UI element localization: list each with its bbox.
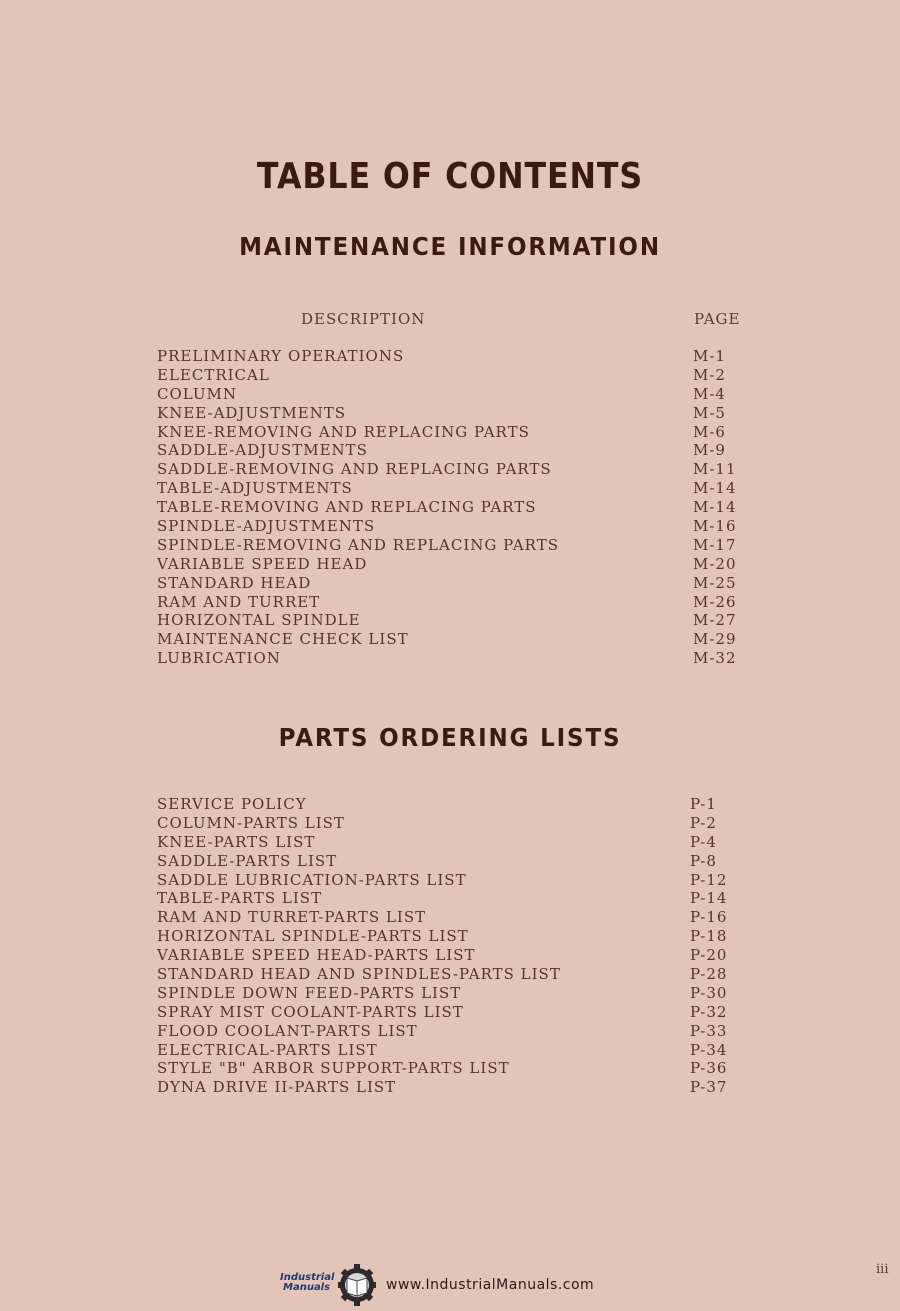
maintenance-heading: MAINTENANCE INFORMATION [239,232,661,261]
toc-entry [157,630,757,649]
toc-entry-description: KNEE-ADJUSTMENTS [157,403,347,422]
page-title: TABLE OF CONTENTS [256,156,644,197]
toc-entry-page: M-26 [693,592,737,611]
toc-entry-page: M-5 [693,403,726,422]
toc-entry [157,852,757,871]
toc-entry-page: P-28 [690,965,728,984]
toc-entry-description: STANDARD HEAD AND SPINDLES-PARTS LIST [157,965,561,984]
toc-entry [157,889,757,908]
toc-entry [157,1078,757,1097]
toc-entry-page: M-14 [693,479,737,498]
toc-entry [157,498,757,517]
toc-entry [157,1059,757,1078]
toc-entry-page: M-9 [693,441,726,460]
toc-entry-page: M-14 [693,498,737,517]
toc-entry-description: SPINDLE-ADJUSTMENTS [157,517,376,536]
toc-entry-page: M-27 [693,611,737,630]
toc-entry [157,347,757,366]
toc-entry-description: HORIZONTAL SPINDLE [157,611,361,630]
toc-entry-description: SADDLE-ADJUSTMENTS [157,441,368,460]
toc-entry-page: M-6 [693,422,726,441]
toc-entry-description: LUBRICATION [157,649,281,668]
toc-entry-page: P-4 [690,832,717,851]
toc-entry [157,536,757,555]
toc-entry [157,946,757,965]
toc-entry-page: M-16 [693,517,737,536]
toc-entry-description: VARIABLE SPEED HEAD [157,554,368,573]
toc-entry-description: KNEE-REMOVING AND REPLACING PARTS [157,422,530,441]
toc-entry-description: HORIZONTAL SPINDLE-PARTS LIST [157,927,469,946]
toc-entry-description: TABLE-REMOVING AND REPLACING PARTS [157,498,537,517]
toc-entry-page: P-32 [690,1002,728,1021]
toc-entry [157,833,757,852]
toc-entry [157,795,757,814]
toc-entry-page: P-16 [690,908,728,927]
toc-entry [157,479,757,498]
toc-entry [157,984,757,1003]
toc-entry-page: P-14 [690,889,728,908]
toc-entry [157,385,757,404]
toc-entry-description: FLOOD COOLANT-PARTS LIST [157,1021,418,1040]
toc-entry-description: DYNA DRIVE II-PARTS LIST [157,1078,397,1097]
toc-entry-page: M-1 [693,347,726,365]
logo-line-1: Industrial [280,1272,335,1283]
toc-entry-description: TABLE-PARTS LIST [157,889,323,908]
toc-entry-page: P-34 [690,1040,728,1059]
industrial-manuals-logo [278,1262,374,1308]
gear-book-icon [338,1262,376,1308]
toc-entry [157,814,757,833]
toc-entry-page: P-18 [690,927,728,946]
logo-line-2: Manuals [283,1282,331,1293]
toc-entry-description: ELECTRICAL-PARTS LIST [157,1040,378,1059]
toc-entry [157,460,757,479]
toc-entry [157,441,757,460]
parts-toc-list [157,795,757,1097]
footer [278,1262,638,1308]
page-column-header: PAGE [694,310,741,328]
toc-entry-description: SADDLE-PARTS LIST [157,851,338,870]
toc-entry-description: RAM AND TURRET-PARTS LIST [157,908,427,927]
toc-entry-description: SPINDLE-REMOVING AND REPLACING PARTS [157,535,559,554]
toc-entry [157,1041,757,1060]
toc-entry [157,366,757,385]
toc-entry-description: STYLE "B" ARBOR SUPPORT-PARTS LIST [157,1059,510,1078]
toc-entry [157,927,757,946]
toc-entry-page: M-2 [693,365,726,384]
toc-entry-page: P-1 [690,795,717,813]
toc-entry [157,574,757,593]
maintenance-toc-list [157,347,757,668]
toc-entry-page: M-20 [693,554,737,573]
toc-entry [157,1022,757,1041]
toc-entry-description: COLUMN [157,384,238,403]
parts-heading: PARTS ORDERING LISTS [278,723,622,752]
toc-entry-page: P-33 [690,1021,728,1040]
toc-entry [157,593,757,612]
toc-entry [157,555,757,574]
toc-entry-page: P-37 [690,1078,728,1097]
description-column-header: DESCRIPTION [301,310,426,328]
toc-entry-description: KNEE-PARTS LIST [157,832,316,851]
toc-entry [157,649,757,668]
footer-website-link[interactable]: www.IndustrialManuals.com [386,1277,595,1293]
toc-entry [157,404,757,423]
toc-entry-page: P-30 [690,983,728,1002]
toc-entry-description: PRELIMINARY OPERATIONS [157,347,405,365]
toc-entry-description: SPINDLE DOWN FEED-PARTS LIST [157,983,462,1002]
toc-entry [157,611,757,630]
toc-entry-description: RAM AND TURRET [157,592,321,611]
toc-entry-page: P-8 [690,851,717,870]
toc-entry-page: M-29 [693,630,737,649]
toc-entry [157,871,757,890]
toc-entry-page: P-20 [690,946,728,965]
toc-entry-description: MAINTENANCE CHECK LIST [157,630,409,649]
toc-entry [157,1003,757,1022]
logo-text [280,1273,334,1293]
toc-entry-page: P-2 [690,813,717,832]
toc-entry [157,517,757,536]
toc-entry-description: SERVICE POLICY [157,795,307,813]
toc-entry [157,908,757,927]
toc-entry-page: M-17 [693,535,737,554]
toc-entry-description: VARIABLE SPEED HEAD-PARTS LIST [157,946,476,965]
toc-entry-page: M-32 [693,649,737,668]
toc-entry-description: TABLE-ADJUSTMENTS [157,479,353,498]
toc-entry-page: M-25 [693,573,737,592]
toc-entry-description: SPRAY MIST COOLANT-PARTS LIST [157,1002,464,1021]
toc-entry-description: SADDLE LUBRICATION-PARTS LIST [157,870,467,889]
toc-entry-page: P-12 [690,870,728,889]
page-number: iii [876,1262,889,1277]
toc-entry-page: P-36 [690,1059,728,1078]
toc-entry-description: COLUMN-PARTS LIST [157,813,345,832]
toc-entry-page: M-11 [693,460,737,479]
toc-entry-page: M-4 [693,384,726,403]
toc-entry [157,965,757,984]
toc-entry-description: SADDLE-REMOVING AND REPLACING PARTS [157,460,552,479]
toc-entry-description: ELECTRICAL [157,365,270,384]
toc-entry [157,423,757,442]
toc-entry-description: STANDARD HEAD [157,573,312,592]
